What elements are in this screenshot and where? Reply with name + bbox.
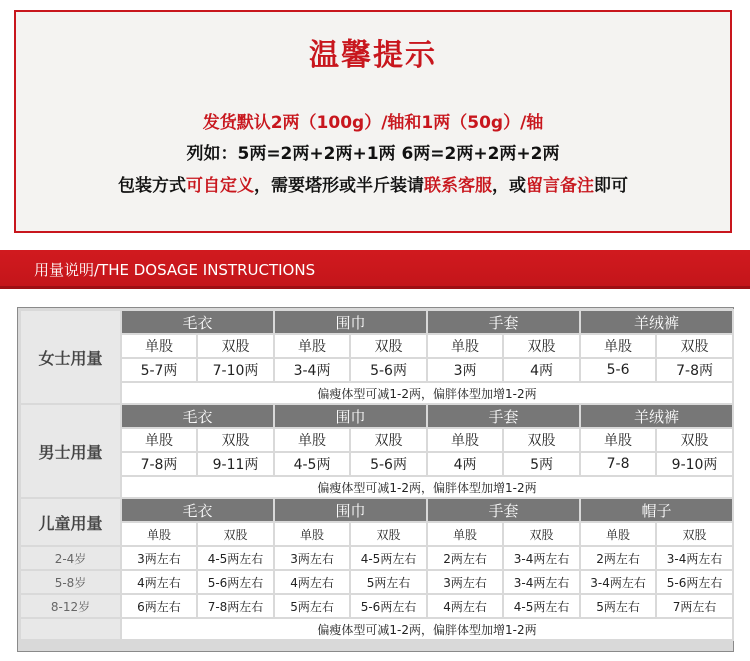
- category-gloves: 手套: [427, 498, 580, 522]
- sub-double: 双股: [656, 334, 733, 358]
- value-cell: 4两左右: [274, 570, 350, 594]
- men-sub-row: [20, 428, 733, 452]
- women-note-row: [20, 382, 733, 404]
- value-cell: 5两左右: [580, 594, 656, 618]
- sub-single: 单股: [580, 334, 656, 358]
- women-sub-row: [20, 334, 733, 358]
- value-cell: 6两左右: [121, 594, 197, 618]
- sub-single: 单股: [580, 428, 656, 452]
- value-cell: 4两: [427, 452, 503, 476]
- section-title: 用量说明/THE DOSAGE INSTRUCTIONS: [34, 261, 316, 279]
- value-cell: 4-5两左右: [197, 546, 274, 570]
- value-cell: 2两左右: [427, 546, 503, 570]
- kids-note-row: [20, 618, 733, 640]
- body-type-note: 偏瘦体型可减1-2两，偏胖体型加增1-2两: [121, 476, 733, 498]
- value-cell: 5两左右: [274, 594, 350, 618]
- value-cell: 3-4两左右: [580, 570, 656, 594]
- notice-example: 列如：5两=2两+2两+1两 6两=2两+2两+2两: [186, 144, 560, 164]
- sub-single: 单股: [121, 334, 197, 358]
- value-cell: 5-6两左右: [656, 570, 733, 594]
- value-cell: 3-4两左右: [656, 546, 733, 570]
- category-sweater: 毛衣: [121, 310, 274, 334]
- sub-double: 双股: [503, 334, 580, 358]
- category-pants: 羊绒裤: [580, 404, 733, 428]
- category-sweater: 毛衣: [121, 498, 274, 522]
- kids-category-row: [20, 498, 733, 522]
- value-cell: 3两左右: [274, 546, 350, 570]
- value-cell: 5-7两: [121, 358, 197, 382]
- kids-row-2-4: [20, 546, 733, 570]
- packaging-text-3: ，或: [492, 176, 526, 196]
- men-value-row: [20, 452, 733, 476]
- sub-single: 单股: [274, 522, 350, 546]
- value-cell: 5-6两: [350, 452, 427, 476]
- kids-row-8-12: [20, 594, 733, 618]
- value-cell: 3两左右: [121, 546, 197, 570]
- notice-box: [14, 10, 732, 233]
- kids-sub-row: [20, 522, 733, 546]
- value-cell: 4-5两左右: [350, 546, 427, 570]
- women-category-row: [20, 310, 733, 334]
- notice-title: 温馨提示: [309, 38, 437, 73]
- sub-single: 单股: [121, 428, 197, 452]
- age-label: 8-12岁: [20, 594, 121, 618]
- value-cell: 4-5两左右: [503, 594, 580, 618]
- value-cell: 9-10两: [656, 452, 733, 476]
- value-cell: 5两: [503, 452, 580, 476]
- sub-double: 双股: [197, 334, 274, 358]
- category-gloves: 手套: [427, 404, 580, 428]
- value-cell: 3两左右: [427, 570, 503, 594]
- sub-single: 单股: [580, 522, 656, 546]
- value-cell: 7-8两: [121, 452, 197, 476]
- notice-packaging: [16, 171, 730, 196]
- men-note-row: [20, 476, 733, 498]
- contact-service-link[interactable]: 联系客服: [424, 176, 492, 196]
- age-label: 2-4岁: [20, 546, 121, 570]
- sub-double: 双股: [503, 522, 580, 546]
- section-header-band: [0, 250, 750, 289]
- men-category-row: [20, 404, 733, 428]
- sub-single: 单股: [427, 522, 503, 546]
- age-label-empty: [20, 618, 121, 640]
- value-cell: 5-6两左右: [350, 594, 427, 618]
- value-cell: 4-5两: [274, 452, 350, 476]
- value-cell: 7两左右: [656, 594, 733, 618]
- sub-double: 双股: [350, 334, 427, 358]
- leave-note-link[interactable]: 留言备注: [526, 176, 594, 196]
- kids-row-5-8: [20, 570, 733, 594]
- value-cell: 3-4两左右: [503, 546, 580, 570]
- value-cell: 3-4两左右: [503, 570, 580, 594]
- category-hat: 帽子: [580, 498, 733, 522]
- category-scarf: 围巾: [274, 404, 427, 428]
- sub-double: 双股: [656, 522, 733, 546]
- women-label: 女士用量: [20, 310, 121, 404]
- sub-single: 单股: [274, 334, 350, 358]
- value-cell: 7-8: [580, 452, 656, 476]
- value-cell: 7-8两左右: [197, 594, 274, 618]
- value-cell: 4两左右: [121, 570, 197, 594]
- dosage-table: [19, 309, 734, 641]
- category-pants: 羊绒裤: [580, 310, 733, 334]
- sub-single: 单股: [121, 522, 197, 546]
- value-cell: 7-8两: [656, 358, 733, 382]
- value-cell: 3两: [427, 358, 503, 382]
- category-sweater: 毛衣: [121, 404, 274, 428]
- women-value-row: [20, 358, 733, 382]
- sub-double: 双股: [197, 522, 274, 546]
- sub-double: 双股: [350, 522, 427, 546]
- body-type-note: 偏瘦体型可减1-2两，偏胖体型加增1-2两: [121, 618, 733, 640]
- value-cell: 4两: [503, 358, 580, 382]
- sub-single: 单股: [427, 428, 503, 452]
- packaging-text-2: ，需要塔形或半斤装请: [254, 176, 424, 196]
- notice-default-shipping: 发货默认2两（100g）/轴和1两（50g）/轴: [202, 113, 544, 133]
- packaging-text-1: 包装方式: [118, 176, 186, 196]
- body-type-note: 偏瘦体型可减1-2两，偏胖体型加增1-2两: [121, 382, 733, 404]
- packaging-custom: 可自定义: [186, 176, 254, 196]
- value-cell: 4两左右: [427, 594, 503, 618]
- sub-double: 双股: [656, 428, 733, 452]
- sub-single: 单股: [274, 428, 350, 452]
- packaging-text-4: 即可: [594, 176, 628, 196]
- value-cell: 9-11两: [197, 452, 274, 476]
- sub-single: 单股: [427, 334, 503, 358]
- sub-double: 双股: [197, 428, 274, 452]
- age-label: 5-8岁: [20, 570, 121, 594]
- value-cell: 5-6两: [350, 358, 427, 382]
- sub-double: 双股: [503, 428, 580, 452]
- value-cell: 5-6: [580, 358, 656, 382]
- value-cell: 5两左右: [350, 570, 427, 594]
- value-cell: 2两左右: [580, 546, 656, 570]
- sub-double: 双股: [350, 428, 427, 452]
- men-label: 男士用量: [20, 404, 121, 498]
- value-cell: 3-4两: [274, 358, 350, 382]
- category-scarf: 围巾: [274, 498, 427, 522]
- value-cell: 5-6两左右: [197, 570, 274, 594]
- value-cell: 7-10两: [197, 358, 274, 382]
- category-gloves: 手套: [427, 310, 580, 334]
- category-scarf: 围巾: [274, 310, 427, 334]
- kids-label: 儿童用量: [20, 498, 121, 546]
